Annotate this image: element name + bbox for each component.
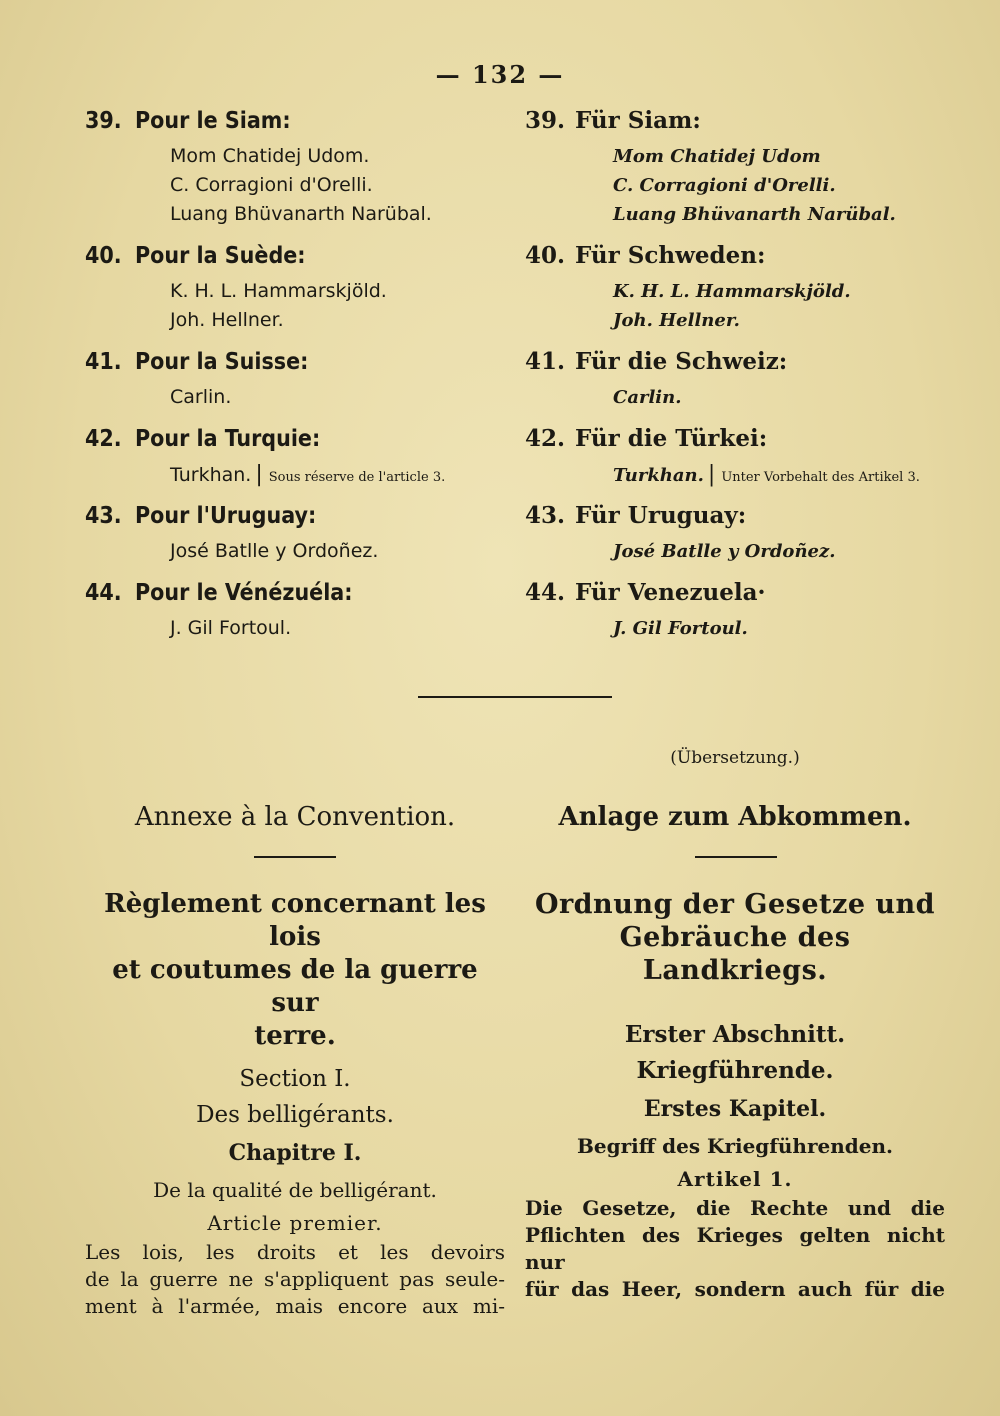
entry-number: 41. xyxy=(525,348,566,375)
short-rule xyxy=(254,856,336,858)
country-name: Pour le Siam: xyxy=(135,108,291,134)
signatures-german xyxy=(525,100,945,649)
article-paragraph xyxy=(525,1195,945,1303)
article-paragraph xyxy=(85,1239,505,1320)
signature-entry xyxy=(85,418,505,489)
entry-number: 39. xyxy=(85,108,122,134)
signer: Turkhan. xyxy=(613,465,704,486)
signer: Mom Chatidej Udom xyxy=(613,146,821,167)
signature-entry xyxy=(85,341,505,412)
regulation-german xyxy=(525,888,945,1303)
chapter-title: De la qualité de belligérant. xyxy=(153,1178,437,1202)
signatures-french xyxy=(85,100,505,649)
signature-entry xyxy=(525,572,945,643)
section-title: Des belligérants. xyxy=(196,1102,394,1128)
signer: J. Gil Fortoul. xyxy=(613,618,748,639)
entry-number: 39. xyxy=(525,107,566,134)
signer: K. H. L. Hammarskjöld. xyxy=(613,281,851,302)
country-name: Pour le Vénézuéla: xyxy=(135,580,353,606)
section-number: Section I. xyxy=(239,1066,351,1092)
regulation-title xyxy=(85,888,505,1053)
paragraph-line: Pflichten des Krieges gelten nicht nur xyxy=(525,1223,945,1274)
entry-number: 40. xyxy=(85,243,122,269)
paragraph-line: für das Heer, sondern auch für die xyxy=(525,1277,945,1301)
title-line: Ordnung der Gesetze und xyxy=(534,889,936,920)
signer: Carlin. xyxy=(613,387,682,408)
brace-glyph: | xyxy=(255,462,263,487)
page-number: — 132 — xyxy=(435,60,565,89)
signer: C. Corragioni d'Orelli. xyxy=(613,175,836,196)
signer: Luang Bhüvanarth Narübal. xyxy=(613,204,896,225)
country-name: Pour la Suisse: xyxy=(135,349,309,375)
signature-entry xyxy=(525,418,945,489)
signer: J. Gil Fortoul. xyxy=(170,617,292,639)
chapter-title: Begriff des Kriegführenden. xyxy=(577,1134,893,1158)
signer: C. Corragioni d'Orelli. xyxy=(170,174,373,196)
regulation-title xyxy=(525,888,945,987)
annex-heading-french: Annexe à la Convention. xyxy=(134,802,456,832)
short-rule xyxy=(695,856,777,858)
entry-number: 42. xyxy=(85,426,122,452)
section-title: Kriegführende. xyxy=(636,1057,834,1084)
title-line: Règlement concernant les lois xyxy=(104,889,486,952)
regulation-french xyxy=(85,888,505,1320)
signer: K. H. L. Hammarskjöld. xyxy=(170,280,387,302)
title-line: et coutumes de la guerre sur xyxy=(112,955,478,1018)
section-number: Erster Abschnitt. xyxy=(624,1021,846,1048)
paragraph-line: Die Gesetze, die Rechte und die xyxy=(525,1196,945,1220)
signer: Mom Chatidej Udom. xyxy=(170,145,370,167)
entry-number: 43. xyxy=(525,502,566,529)
signature-entry xyxy=(525,341,945,412)
translation-label: (Übersetzung.) xyxy=(670,748,800,768)
brace-glyph: | xyxy=(707,462,716,487)
signer: Turkhan. xyxy=(170,464,252,486)
signature-entry xyxy=(85,495,505,566)
entry-number: 43. xyxy=(85,503,122,529)
signature-entry xyxy=(525,235,945,335)
paragraph-line: de la guerre ne s'appliquent pas seule- xyxy=(85,1267,505,1291)
country-name: Für Schweden: xyxy=(575,242,766,269)
country-name: Für Uruguay: xyxy=(575,502,747,529)
entry-number: 42. xyxy=(525,425,566,452)
article-heading: Article premier. xyxy=(207,1211,383,1235)
title-line: terre. xyxy=(254,1021,336,1051)
article-heading: Artikel 1. xyxy=(677,1167,793,1191)
signature-entry xyxy=(85,100,505,229)
country-name: Pour la Turquie: xyxy=(135,426,321,452)
signature-entry xyxy=(525,495,945,566)
signer: Joh. Hellner. xyxy=(170,309,284,331)
signer: José Batlle y Ordoñez. xyxy=(613,541,836,562)
signer: Carlin. xyxy=(170,386,232,408)
signer: Luang Bhüvanarth Narübal. xyxy=(170,203,432,225)
signature-entry xyxy=(85,235,505,335)
chapter-number: Erstes Kapitel. xyxy=(643,1096,827,1122)
signature-entry xyxy=(85,572,505,643)
entry-number: 41. xyxy=(85,349,122,375)
signer: Joh. Hellner. xyxy=(613,310,740,331)
signer: José Batlle y Ordoñez. xyxy=(170,540,379,562)
signature-entry xyxy=(525,100,945,229)
title-line: Gebräuche des Landkriegs. xyxy=(619,922,851,986)
chapter-number: Chapitre I. xyxy=(228,1140,362,1166)
country-name: Für die Türkei: xyxy=(575,425,768,452)
entry-number: 44. xyxy=(525,579,566,606)
country-name: Pour l'Uruguay: xyxy=(135,503,317,529)
entry-number: 40. xyxy=(525,242,566,269)
annex-heading-german: Anlage zum Abkommen. xyxy=(558,802,912,832)
country-name: Für Venezuela· xyxy=(575,579,766,606)
country-name: Pour la Suède: xyxy=(135,243,306,269)
paragraph-line: Les lois, les droits et les devoirs xyxy=(85,1240,505,1264)
reservation-note: Sous réserve de l'article 3. xyxy=(268,470,446,485)
entry-number: 44. xyxy=(85,580,122,606)
section-divider xyxy=(418,696,612,698)
reservation-note: Unter Vorbehalt des Artikel 3. xyxy=(721,470,920,485)
paragraph-line: ment à l'armée, mais encore aux mi- xyxy=(85,1294,505,1318)
country-name: Für die Schweiz: xyxy=(575,348,788,375)
country-name: Für Siam: xyxy=(575,107,701,134)
